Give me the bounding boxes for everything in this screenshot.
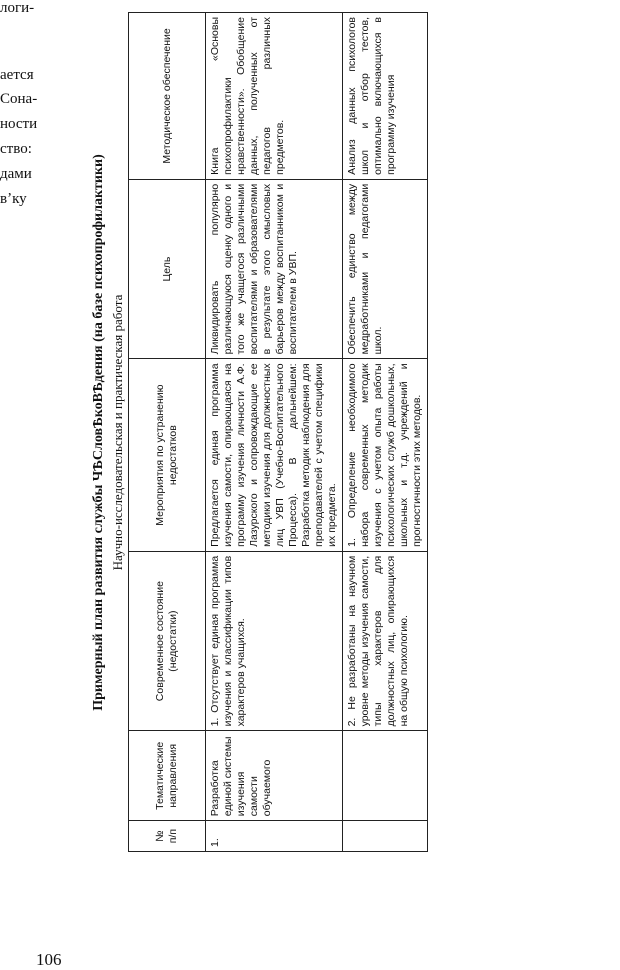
cell-state: 2. Не разработаны на научном уровне методы изучения самости, типы характеров для должностных лиц, опирающихся на общую психологию. [343,551,428,731]
header-actions: Мероприятия по устранению недостатков [129,359,206,551]
cell-topic: Разработка единой системы изучения самости обучаемого [206,731,343,821]
table-row [206,13,343,852]
development-plan-table [128,12,428,852]
cell-goal: Обеспечить единство между медработниками и педагогами школ. [343,179,428,359]
cell-state: 1. Отсутствует единая программа изучения и классификации типов характеров учащихся. [206,551,343,731]
header-number: № п/п [129,821,206,852]
previous-page-text-fragments [0,0,80,230]
header-methodology: Методическое обеспечение [129,13,206,180]
header-goal: Цель [129,179,206,359]
cell-goal: Ликвидировать популярно различающуюся оценку одного и того же учащегося различными воспитателями и образователями в результате этого смысловых барьеров между воспитанником и воспитателем в УВП. [206,179,343,359]
cell-topic [343,731,428,821]
table-row [343,13,428,852]
fragment-text: Сона- [0,91,38,107]
cell-number [343,821,428,852]
cell-method: Книга «Основы психопрофилактики нравственности». Обобщение данных, полученных от педагогов различных предметов. [206,13,343,180]
fragment-text: ство: [0,141,32,157]
page-number: 106 [36,950,62,969]
table-caption: Примерный план развития службы ЧѢСловѢкоВѢдения (на базе психопрофилактики) [91,154,106,711]
header-state: Современное состояние (недостатки) [129,551,206,731]
cell-method: Анализ данных психологов школ и отбор тестов, оптимально включающихся в программу изучения [343,13,428,180]
fragment-text: ности [0,116,38,132]
header-topic: Тематические направления [129,731,206,821]
cell-action: 1. Определение необходимого набора современных методик изучения с учетом опыта работы психологических служб дошкольных, школьных и т.д. учреждений и прогностичности этих методов. [343,359,428,551]
cell-number: 1. [206,821,343,852]
cell-action: Предлагается единая программа изучения самости, опирающаяся на программу изучения личности А.Ф. Лазурского и сопровождающие ее методики изучения для должностных лиц УВП (Учебно-Воспитательного Процесса). В дальнейшем: Разработка методик наблюдения для преподавателей с учетом специфики их предмета. [206,359,343,551]
fragment-text: ается [0,67,34,83]
fragment-text: логи- [0,0,35,16]
rotated-table-page [90,5,610,860]
fragment-text: дами [0,166,32,182]
table-header-row [129,13,206,852]
table-subcaption: Научно-исследовательская и практическая работа [110,294,125,571]
fragment-text: вʼку [0,191,27,207]
